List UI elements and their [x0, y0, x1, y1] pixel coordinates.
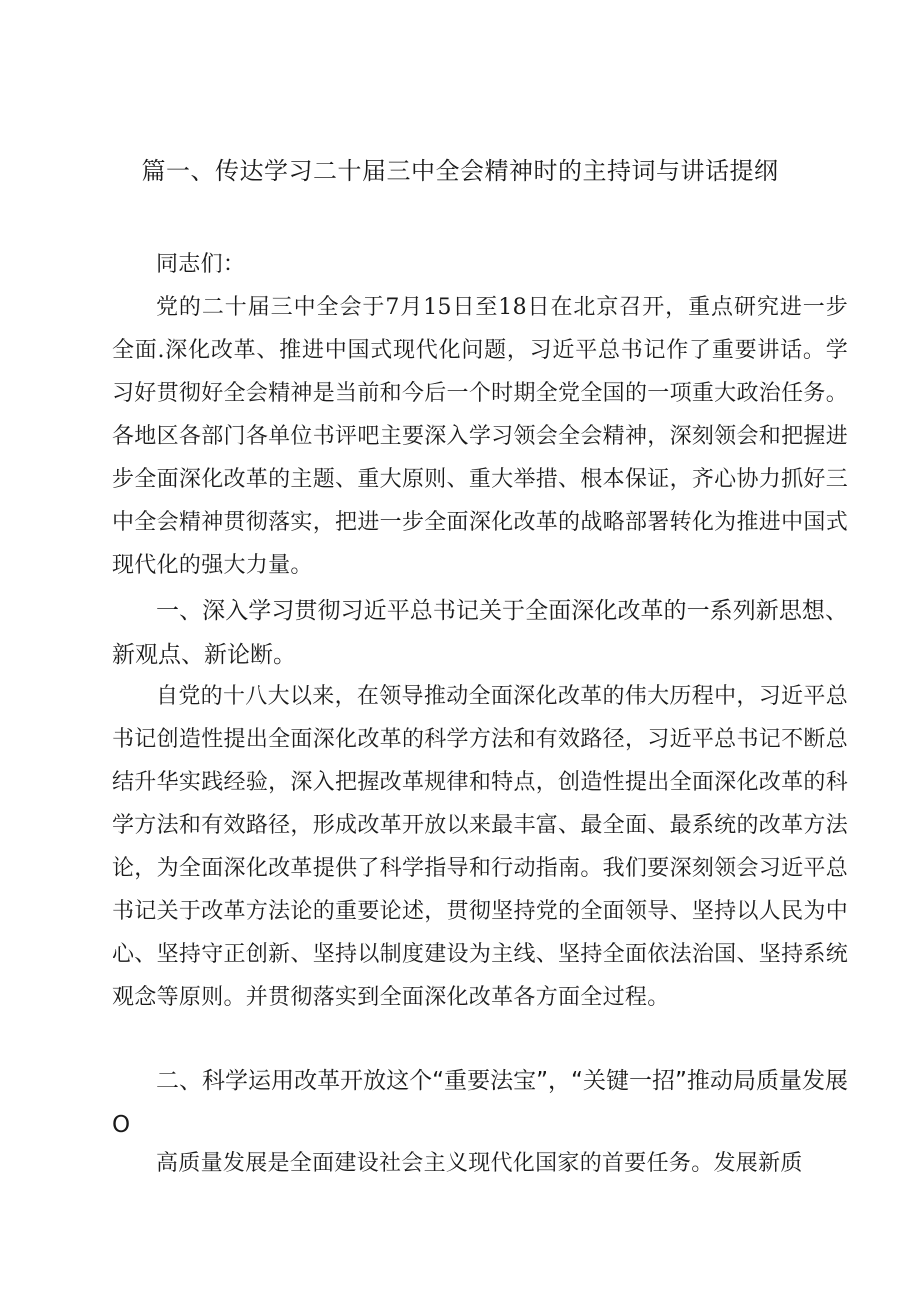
- paragraph-intro: 党的二十届三中全会于7月15日至18日在北京召开，重点研究进一步全面.深化改革、推进中国式现代化问题，习近平总书记作了重要讲话。学习好贯彻好全会精神是当前和今后一个时期全党全国的一项重大政治任务。各地区各部门各单位书评吧主要深入学习领会全会精神，深刻领会和把握进步全面深化改革的主题、重大原则、重大举措、根本保证，齐心协力抓好三中全会精神贯彻落实，把进一步全面深化改革的战略部署转化为推进中国式现代化的强大力量。: [112, 295, 848, 578]
- section-heading-2: 二、科学运用改革开放这个“重要法宝”，“关键一招”推动局质量发展O: [112, 1068, 848, 1138]
- salutation: 同志们：: [156, 252, 246, 277]
- document-title: 篇一、传达学习二十届三中全会精神时的主持词与讲话提纲: [141, 157, 779, 185]
- paragraph-section-1: 自党的十八大以来，在领导推动全面深化改革的伟大历程中，习近平总书记创造性提出全面深化改革的科学方法和有效路径，习近平总书记不断总结升华实践经验，深入把握改革规律和特点，创造性提出全面深化改革的科学方法和有效路径，形成改革开放以来最丰富、最全面、最系统的改革方法论，为全面深化改革提供了科学指导和行动指南。我们要深刻领会习近平总书记关于改革方法论的重要论述，贯彻坚持党的全面领导、坚持以人民为中心、坚持守正创新、坚持以制度建设为主线、坚持全面依法治国、坚持系统观念等原则。并贯彻落实到全面深化改革各方面全过程。: [112, 684, 848, 1010]
- section-heading-1: 一、深入学习贯彻习近平总书记关于全面深化改革的一系列新思想、新观点、新论断。: [112, 598, 848, 668]
- paragraph-section-2: 高质量发展是全面建设社会主义现代化国家的首要任务。发展新质: [156, 1151, 803, 1176]
